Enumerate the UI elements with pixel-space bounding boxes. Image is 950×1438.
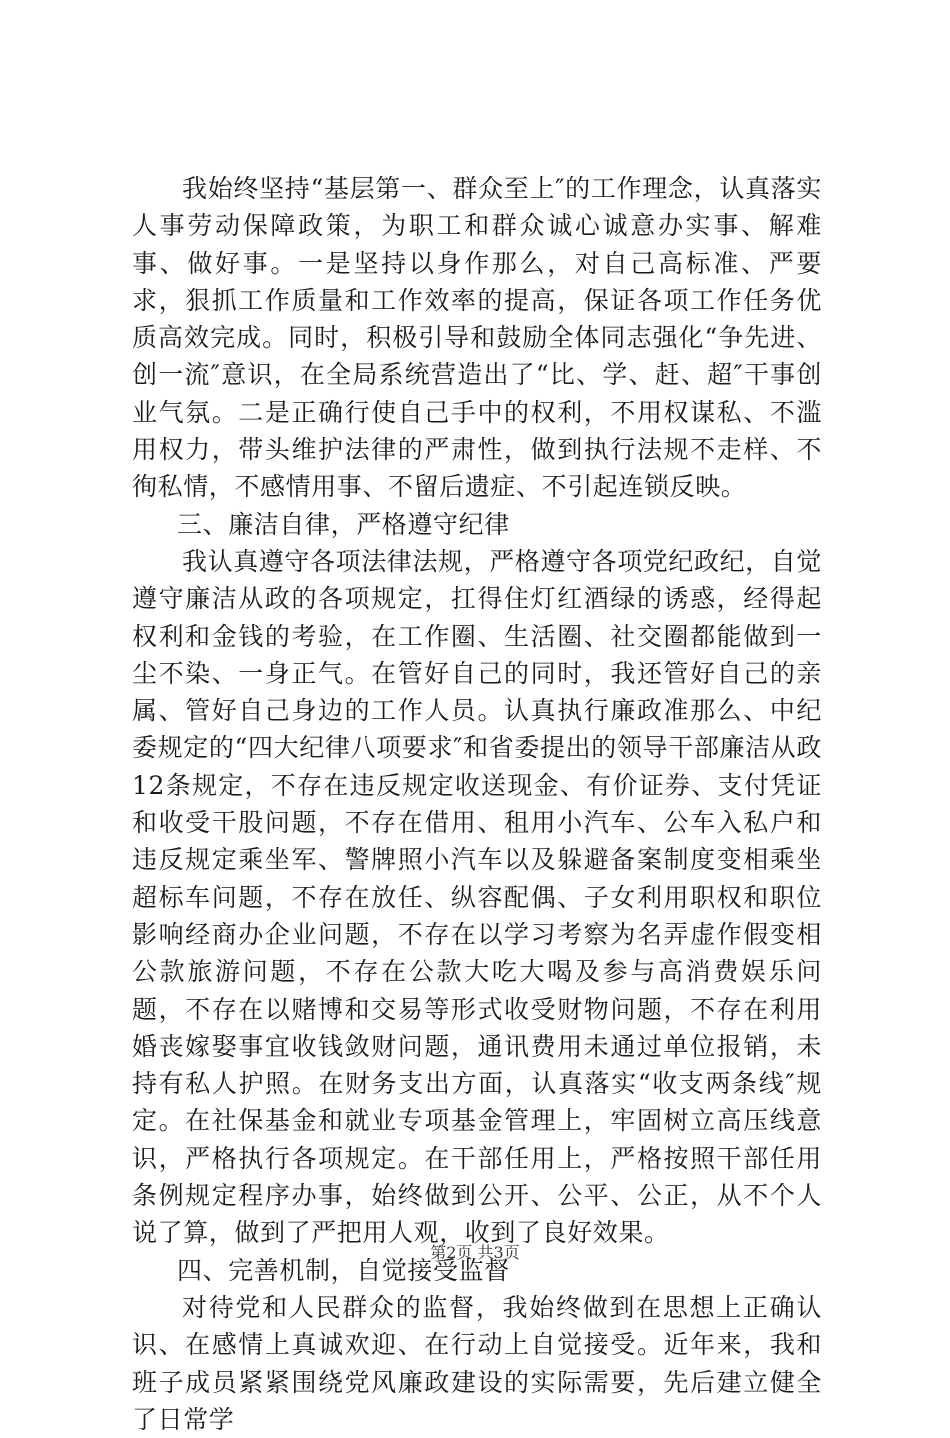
paragraph-supervision: 对待党和人民群众的监督，我始终做到在思想上正确认识、在感情上真诚欢迎、在行动上自觉接受。近年来，我和班子成员紧紧围绕党风廉政建设的实际需要，先后建立健全了日常学	[132, 1292, 822, 1434]
section-heading-supervision: 四、完善机制，自觉接受监督	[177, 1255, 510, 1285]
paragraph-integrity: 我认真遵守各项法律法规，严格遵守各项党纪政纪，自觉遵守廉洁从政的各项规定，扛得住灯红酒绿的诱惑，经得起权利和金钱的考验，在工作圈、生活圈、社交圈都能做到一尘不染、一身正气。在管好自己的同时，我还管好自己的亲属、管好自己身边的工作人员。认真执行廉政准那么、中纪委规定的“四大纪律八项要求″和省委提出的领导干部廉洁从政12条规定，不存在违反规定收送现金、有价证券、支付凭证和收受干股问题，不存在借用、租用小汽车、公车入私户和违反规定乘坐军、警牌照小汽车以及躲避备案制度变相乘坐超标车问题，不存在放任、纵容配偶、子女利用职权和职位影响经商办企业问题，不存在以学习考察为名弄虚作假变相公款旅游问题，不存在公款大吃大喝及参与高消费娱乐问题，不存在以赌博和交易等形式收受财物问题，不存在利用婚丧嫁娶事宜收钱敛财问题，通讯费用未通过单位报销，未持有私人护照。在财务支出方面，认真落实“收支两条线″规定。在社保基金和就业专项基金管理上，牢固树立高压线意识，严格执行各项规定。在干部任用上，严格按照干部任用条例规定程序办事，始终做到公开、公平、公正，从不个人说了算，做到了严把用人观，收到了良好效果。	[132, 546, 823, 1248]
section-heading-integrity: 三、廉洁自律，严格遵守纪律	[177, 509, 510, 539]
paragraph-work-philosophy: 我始终坚持“基层第一、群众至上″的工作理念，认真落实人事劳动保障政策，为职工和群众诚心诚意办实事、解难事、做好事。一是坚持以身作那么，对自己高标准、严要求，狠抓工作质量和工作效率的提高，保证各项工作任务优质高效完成。同时，积极引导和鼓励全体同志强化“争先进、创一流″意识，在全局系统营造出了“比、学、赶、超″干事创业气氛。二是正确行使自己手中的权利，不用权谋私、不滥用权力，带头维护法律的严肃性，做到执行法规不走样、不徇私情，不感情用事、不留后遗症、不引起连锁反映。	[132, 174, 822, 502]
page-number-footer: 第2页 共3页	[430, 1243, 520, 1262]
